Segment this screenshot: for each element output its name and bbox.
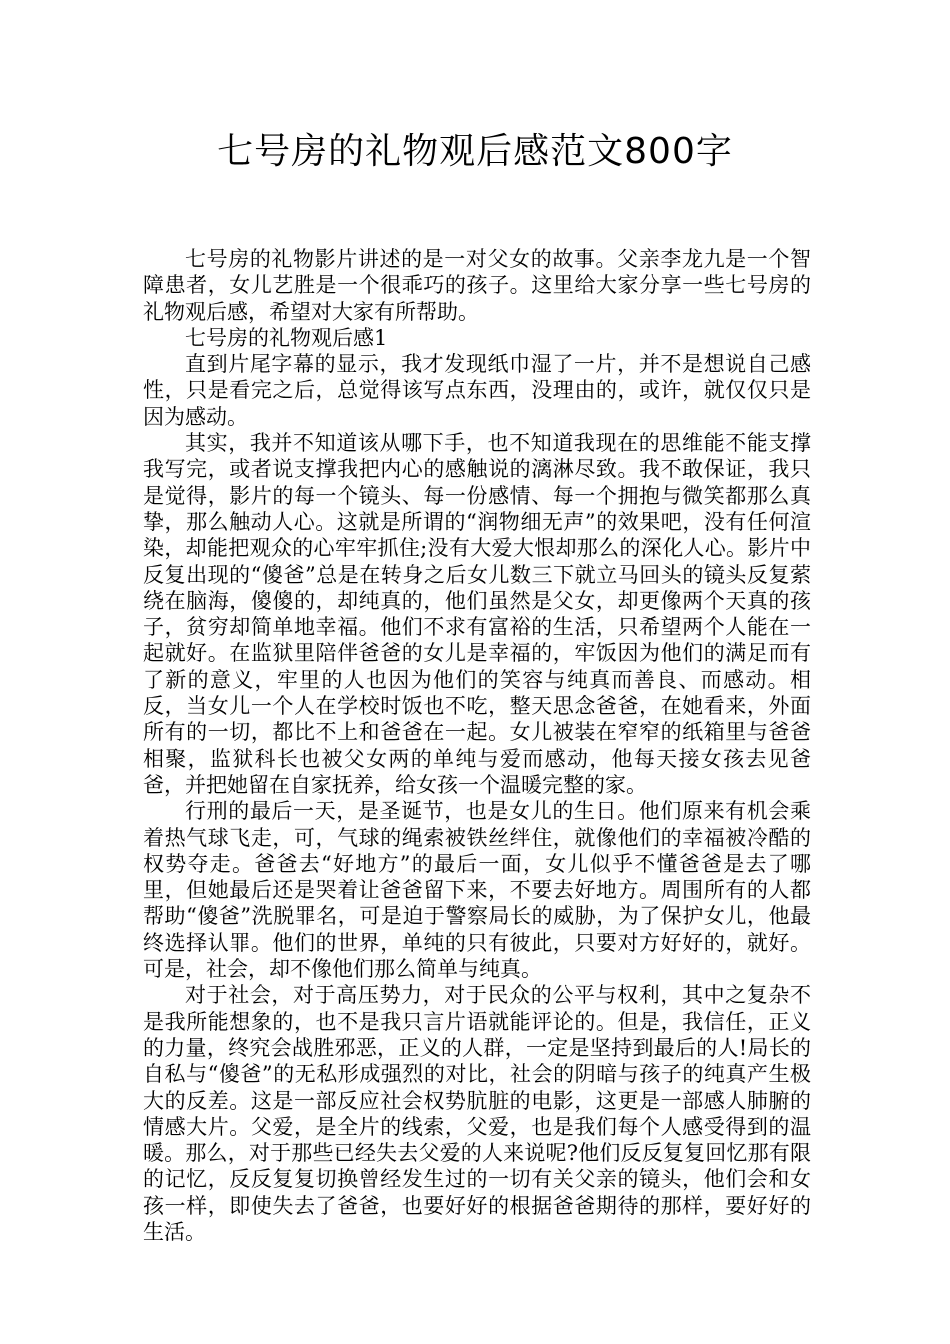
body-paragraph: 行刑的最后一天，是圣诞节，也是女儿的生日。他们原来有机会乘着热气球飞走，可，气球的绳索被铁丝绊住，就像他们的幸福被冷酷的权势夺走。爸爸去“好地方”的最后一面，女儿似乎不懂爸爸是去了哪里，但她最后还是哭着让爸爸留下来，不要去好地方。周围所有的人都帮助“傻爸”洗脱罪名，可是迫于警察局长的威胁，为了保护女儿，他最终选择认罪。他们的世界，单纯的只有彼此，只要对方好好的，就好。可是，社会，却不像他们那么简单与纯真。: [143, 799, 811, 982]
body-paragraph: 其实，我并不知道该从哪下手，也不知道我现在的思维能不能支撑我写完，或者说支撑我把内心的感触说的漓淋尽致。我不敢保证，我只是觉得，影片的每一个镜头、每一份感情、每一个拥抱与微笑都那么真挚，那么触动人心。这就是所谓的“润物细无声”的效果吧，没有任何渲染，却能把观众的心牢牢抓住;没有大爱大恨却那么的深化人心。影片中反复出现的“傻爸”总是在转身之后女儿数三下就立马回头的镜头反复萦绕在脑海，傻傻的，却纯真的，他们虽然是父女，却更像两个天真的孩子，贫穷却简单地幸福。他们不求有富裕的生活，只希望两个人能在一起就好。在监狱里陪伴爸爸的女儿是幸福的，牢饭因为他们的满足而有了新的意义，牢里的人也因为他们的笑容与纯真而善良、而感动。相反，当女儿一个人在学校时饭也不吃，整天思念爸爸，在她看来，外面所有的一切，都比不上和爸爸在一起。女儿被装在窄窄的纸箱里与爸爸相聚，监狱科长也被父女两的单纯与爱而感动，他每天接女孩去见爸爸，并把她留在自家抚养，给女孩一个温暖完整的家。: [143, 431, 811, 797]
section-heading: 七号房的礼物观后感1: [185, 325, 388, 350]
document-title: 七号房的礼物观后感范文800字: [217, 131, 733, 172]
intro-paragraph: 七号房的礼物影片讲述的是一对父女的故事。父亲李龙九是一个智障患者，女儿艺胜是一个很乖巧的孩子。这里给大家分享一些七号房的礼物观后感，希望对大家有所帮助。: [143, 247, 811, 324]
document-body: [143, 246, 811, 1245]
body-paragraph: 直到片尾字幕的显示，我才发现纸巾湿了一片，并不是想说自己感性，只是看完之后，总觉得该写点东西，没理由的，或许，就仅仅只是因为感动。: [143, 352, 811, 429]
body-paragraph: 对于社会，对于高压势力，对于民众的公平与权利，其中之复杂不是我所能想象的，也不是我只言片语就能评论的。但是，我信任，正义的力量，终究会战胜邪恶，正义的人群，一定是坚持到最后的人!局长的自私与“傻爸”的无私形成强烈的对比，社会的阴暗与孩子的纯真产生极大的反差。这是一部反应社会权势肮脏的电影，这更是一部感人肺腑的情感大片。父爱，是全片的线索，父爱，也是我们每个人感受得到的温暖。那么，对于那些已经失去父爱的人来说呢?他们反反复复回忆那有限的记忆，反反复复切换曾经发生过的一切有关父亲的镜头，他们会和女孩一样，即使失去了爸爸，也要好好的根据爸爸期待的那样，要好好的生活。: [143, 983, 811, 1244]
